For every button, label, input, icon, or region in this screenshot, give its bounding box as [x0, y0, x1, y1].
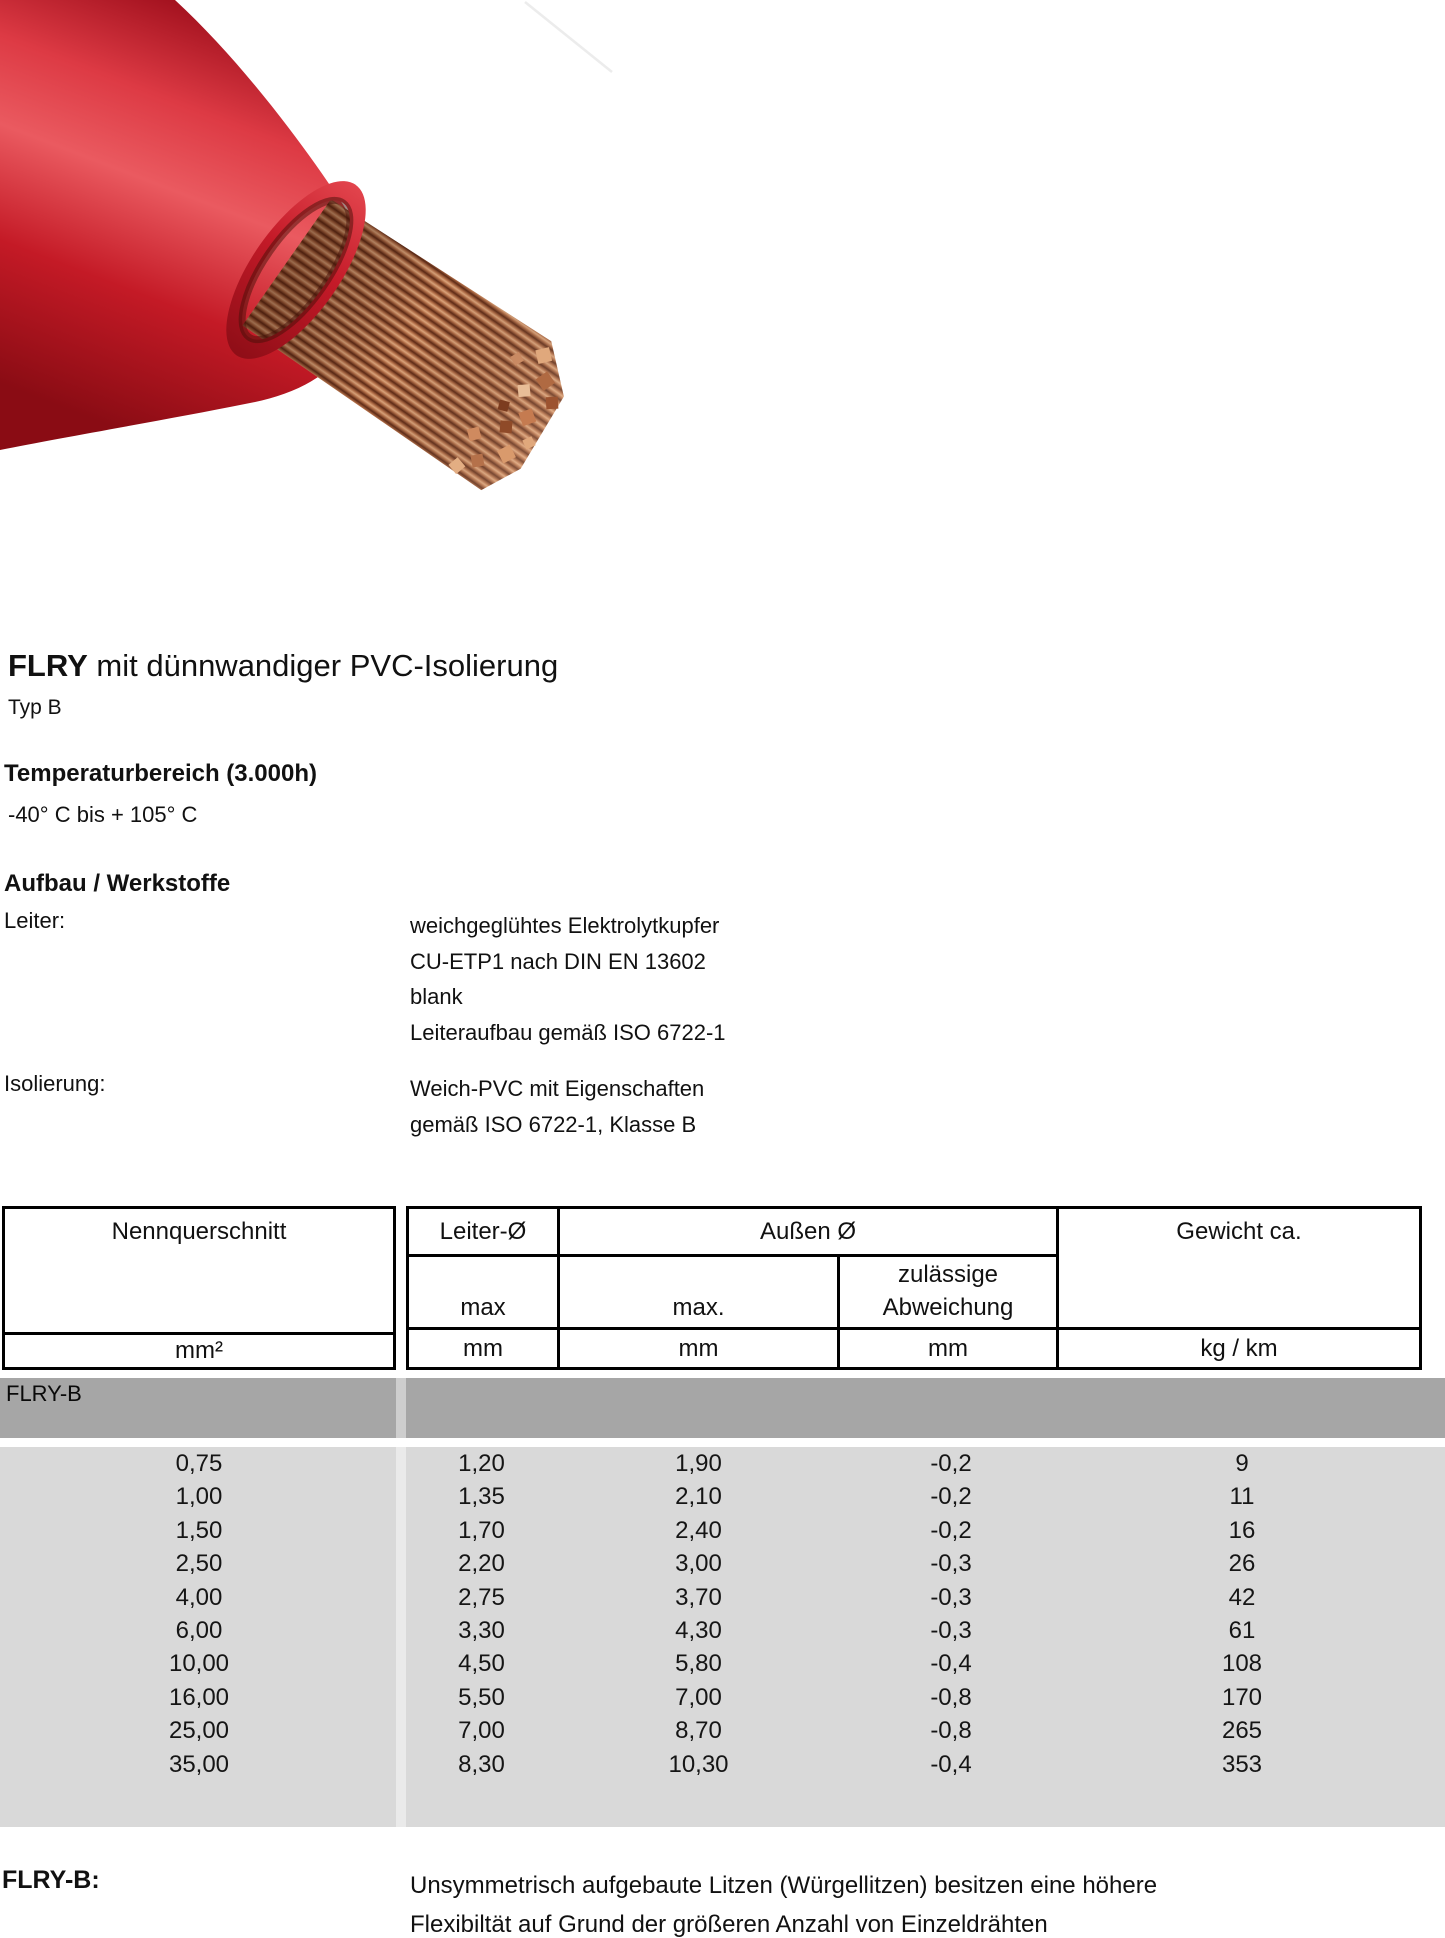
unit-aussen-max: mm — [557, 1327, 837, 1367]
cell-aussen-max: 1,90 — [675, 1450, 722, 1477]
cell-aussen-max: 2,10 — [675, 1483, 722, 1511]
page-title — [8, 648, 558, 684]
scratch-artifact — [525, 2, 612, 72]
cell-gewicht: 42 — [1228, 1583, 1256, 1611]
cable-jacket — [0, 0, 365, 450]
unit-gewicht: kg / km — [1056, 1327, 1419, 1367]
cell-nennquerschnitt: 0,75 — [175, 1450, 223, 1477]
cell-aussen-max: 3,70 — [675, 1583, 722, 1611]
table-row — [0, 1614, 1445, 1647]
cell-abweichung: -0,4 — [930, 1750, 972, 1778]
cable-photo — [0, 0, 640, 520]
footer-note-lines — [410, 1866, 1157, 1938]
cell-gewicht: 265 — [1221, 1717, 1263, 1745]
cell-gewicht: 170 — [1221, 1683, 1263, 1711]
group-band — [0, 1378, 1445, 1438]
table-row — [0, 1581, 1445, 1614]
cell-aussen-max: 3,00 — [675, 1550, 722, 1578]
spec-table-header-main — [406, 1206, 1422, 1370]
subheader-leiter-max: max — [409, 1254, 557, 1327]
table-row — [0, 1547, 1445, 1580]
product-variant: Typ B — [8, 696, 62, 719]
cell-abweichung: -0,2 — [930, 1516, 972, 1544]
cell-gewicht: 9 — [1235, 1450, 1249, 1477]
cell-leiter-max: 3,30 — [458, 1616, 505, 1644]
product-title-rest: mit dünnwandiger PVC-Isolierung — [87, 648, 559, 683]
footer-note-line: Flexibiltät auf Grund der größeren Anzahl von Einzeldrähten — [410, 1911, 1048, 1938]
col-header-nennquerschnitt: Nennquerschnitt — [111, 1218, 287, 1245]
cell-abweichung: -0,3 — [930, 1583, 972, 1611]
cell-nennquerschnitt: 2,50 — [175, 1550, 223, 1578]
cell-nennquerschnitt: 4,00 — [175, 1583, 223, 1611]
conductor-line: CU-ETP1 nach DIN EN 13602 — [410, 948, 706, 974]
column-gap-divider — [396, 1378, 406, 1827]
cell-abweichung: -0,8 — [930, 1717, 972, 1745]
conductor-line: Leiteraufbau gemäß ISO 6722-1 — [410, 1019, 726, 1045]
cell-nennquerschnitt: 16,00 — [168, 1683, 230, 1711]
cell-leiter-max: 2,20 — [458, 1550, 505, 1578]
temperature-heading: Temperaturbereich (3.000h) — [4, 760, 317, 787]
cell-nennquerschnitt: 35,00 — [168, 1750, 230, 1778]
table-row — [0, 1447, 1445, 1480]
conductor-lines — [410, 908, 726, 1050]
cell-leiter-max: 1,70 — [458, 1516, 505, 1544]
table-row — [0, 1681, 1445, 1714]
insulation-line: gemäß ISO 6722-1, Klasse B — [410, 1111, 697, 1137]
spec-table-header-left — [2, 1206, 396, 1370]
cell-nennquerschnitt: 10,00 — [168, 1650, 230, 1678]
footer-note-label: FLRY-B: — [2, 1866, 100, 1894]
cell-leiter-max: 1,35 — [458, 1483, 505, 1511]
cell-nennquerschnitt: 1,00 — [175, 1483, 223, 1511]
cell-gewicht: 353 — [1221, 1750, 1263, 1778]
cell-nennquerschnitt: 6,00 — [175, 1616, 223, 1644]
table-row — [0, 1714, 1445, 1747]
col-header-aussen-diameter: Außen Ø — [557, 1209, 1056, 1254]
group-label: FLRY-B — [6, 1381, 82, 1406]
unit-nennquerschnitt: mm² — [5, 1332, 393, 1367]
table-row — [0, 1647, 1445, 1680]
conductor-line: weichgeglühtes Elektrolytkupfer — [410, 913, 720, 938]
cell-abweichung: -0,4 — [930, 1650, 972, 1678]
table-rows — [0, 1447, 1445, 1827]
table-row — [0, 1480, 1445, 1513]
cell-aussen-max: 4,30 — [675, 1616, 722, 1644]
cell-abweichung: -0,3 — [930, 1550, 972, 1578]
cell-aussen-max: 10,30 — [668, 1750, 729, 1778]
cell-leiter-max: 5,50 — [458, 1683, 505, 1711]
col-header-gewicht: Gewicht ca. — [1056, 1209, 1419, 1327]
cell-abweichung: -0,2 — [930, 1483, 972, 1511]
cell-gewicht: 11 — [1229, 1483, 1255, 1511]
cell-gewicht: 26 — [1228, 1550, 1256, 1578]
insulation-lines — [410, 1071, 704, 1142]
subheader-aussen-max: max. — [557, 1254, 837, 1327]
cell-nennquerschnitt: 25,00 — [168, 1717, 230, 1745]
cell-abweichung: -0,2 — [930, 1450, 972, 1477]
temperature-range: -40° C bis + 105° C — [8, 802, 198, 827]
conductor-line: blank — [410, 984, 463, 1009]
cell-gewicht: 16 — [1228, 1516, 1256, 1544]
cell-aussen-max: 8,70 — [675, 1717, 722, 1745]
subheader-abweichung-line1: zulässige — [897, 1261, 999, 1288]
red-cable-illustration — [0, 0, 640, 520]
insulation-line: Weich-PVC mit Eigenschaften — [410, 1076, 705, 1101]
cell-aussen-max: 2,40 — [675, 1516, 722, 1544]
cell-gewicht: 108 — [1221, 1650, 1263, 1678]
product-name: FLRY — [8, 648, 88, 683]
conductor-label: Leiter: — [4, 908, 66, 933]
cell-leiter-max: 4,50 — [458, 1650, 505, 1678]
cell-aussen-max: 7,00 — [675, 1683, 722, 1711]
cell-leiter-max: 7,00 — [458, 1717, 505, 1745]
subheader-abweichung — [837, 1254, 1056, 1327]
insulation-label: Isolierung: — [4, 1071, 106, 1096]
cell-leiter-max: 1,20 — [458, 1450, 505, 1477]
unit-leiter: mm — [409, 1327, 557, 1367]
cell-leiter-max: 2,75 — [458, 1583, 505, 1611]
cell-aussen-max: 5,80 — [675, 1650, 722, 1678]
cell-abweichung: -0,3 — [930, 1616, 972, 1644]
col-header-leiter-diameter: Leiter-Ø — [439, 1217, 527, 1245]
construction-heading: Aufbau / Werkstoffe — [4, 870, 231, 897]
cell-gewicht: 61 — [1228, 1616, 1256, 1644]
cell-nennquerschnitt: 1,50 — [175, 1516, 223, 1544]
table-row — [0, 1748, 1445, 1781]
cell-abweichung: -0,8 — [930, 1683, 972, 1711]
cell-leiter-max: 8,30 — [458, 1750, 505, 1778]
footer-note-line: Unsymmetrisch aufgebaute Litzen (Würgellitzen) besitzen eine höhere — [410, 1872, 1158, 1899]
unit-abweichung: mm — [837, 1327, 1056, 1367]
table-row — [0, 1514, 1445, 1547]
subheader-abweichung-line2: Abweichung — [882, 1294, 1014, 1321]
